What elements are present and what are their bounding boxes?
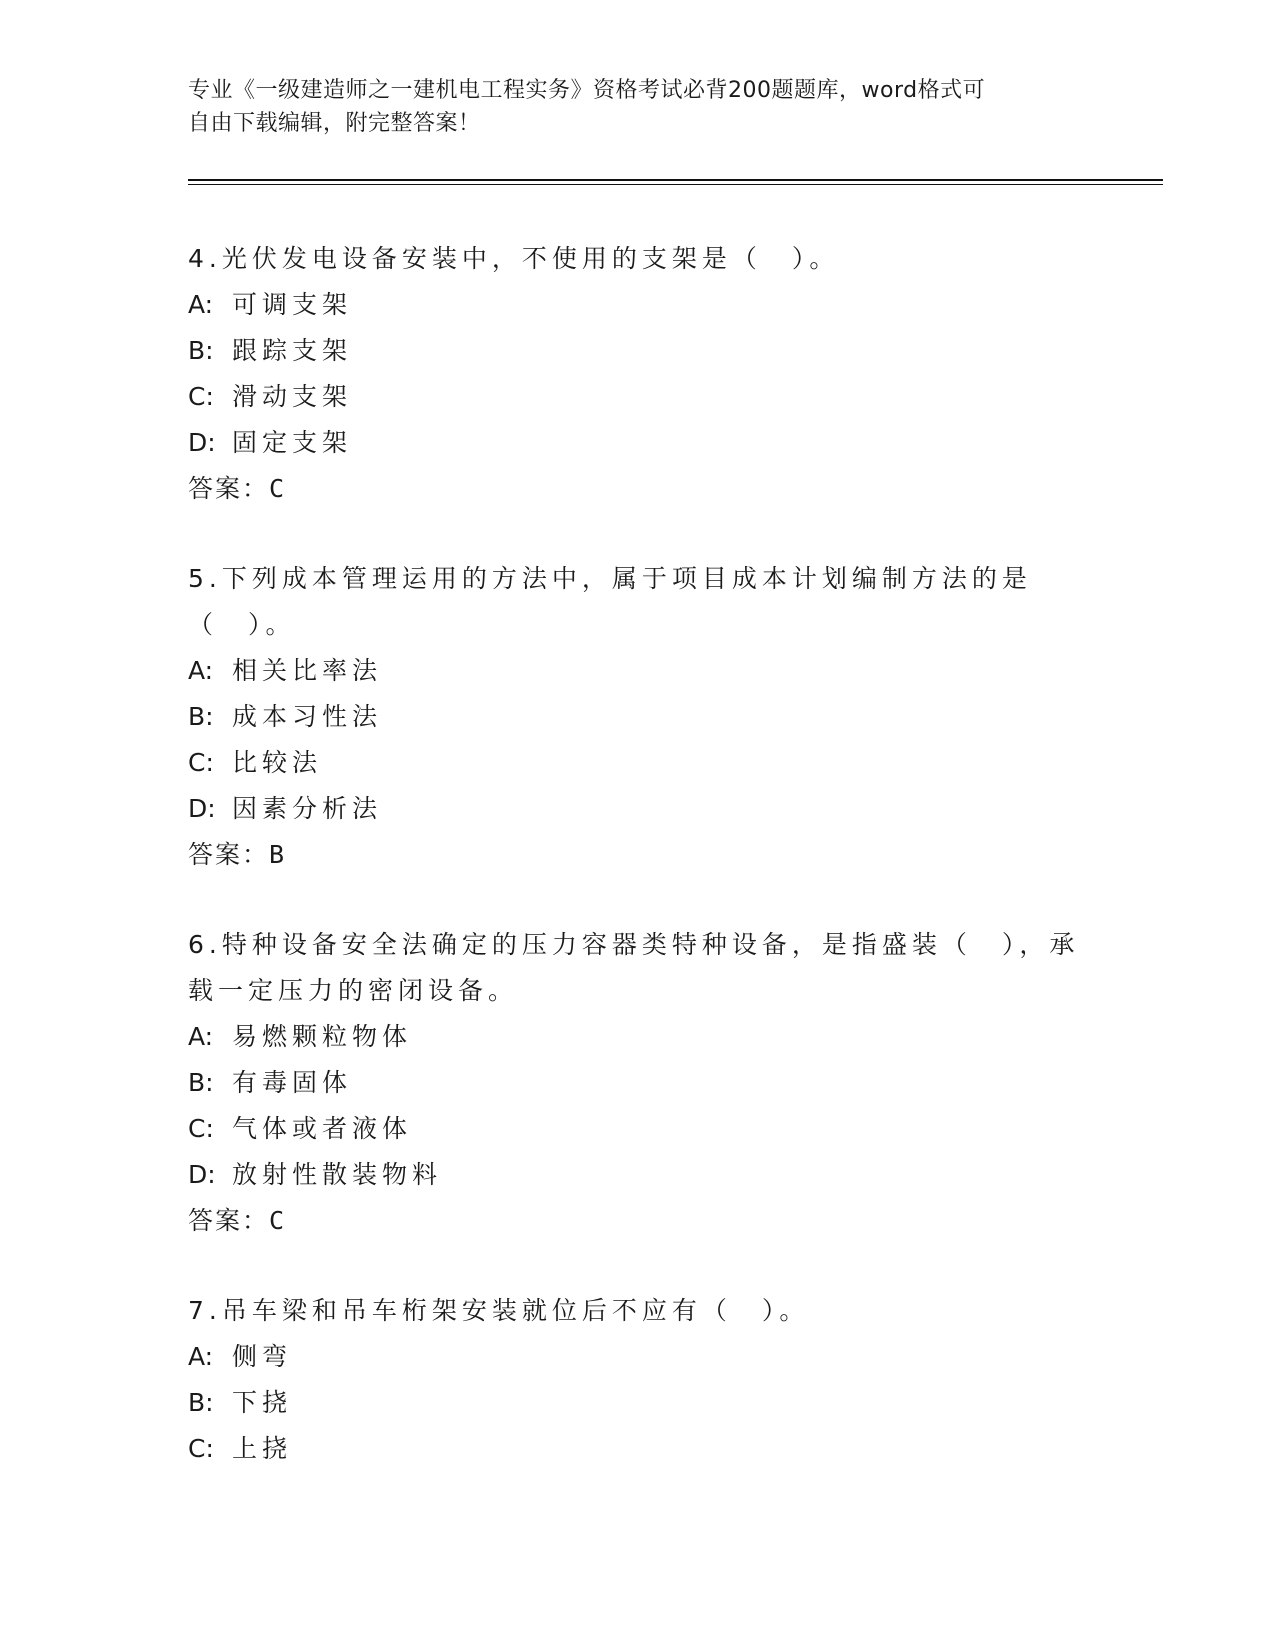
question-list (188, 236, 1088, 1516)
question-6 (188, 922, 1088, 1244)
option-letter: B: (188, 336, 214, 365)
option-letter: A: (188, 1342, 214, 1371)
option-c (188, 1426, 1088, 1472)
option-letter: B: (188, 1388, 214, 1417)
question-4 (188, 236, 1088, 512)
option-text: 易燃颗粒物体 (232, 1022, 413, 1051)
option-letter: D: (188, 1160, 216, 1189)
question-stem: 5.下列成本管理运用的方法中，属于项目成本计划编制方法的是（ ）。 (188, 564, 1032, 639)
option-a (188, 648, 1088, 694)
option-text: 固定支架 (232, 428, 353, 457)
answer-label: 答案： (188, 840, 270, 869)
question-stem: 7.吊车梁和吊车桁架安装就位后不应有（ ）。 (188, 1296, 810, 1325)
document-header (188, 74, 1068, 140)
header-rule-thick (188, 179, 1163, 181)
option-d (188, 786, 1088, 832)
option-text: 气体或者液体 (232, 1114, 413, 1143)
option-c (188, 374, 1088, 420)
option-b (188, 694, 1088, 740)
answer-value: C (269, 474, 285, 503)
answer-line (188, 832, 1088, 878)
option-b (188, 1380, 1088, 1426)
option-d (188, 1152, 1088, 1198)
option-letter: B: (188, 702, 214, 731)
question-stem: 4.光伏发电设备安装中，不使用的支架是（ ）。 (188, 244, 840, 273)
option-text: 有毒固体 (232, 1068, 353, 1097)
option-b (188, 328, 1088, 374)
option-letter: C: (188, 1434, 214, 1463)
answer-line (188, 1198, 1088, 1244)
option-text: 放射性散装物料 (232, 1160, 443, 1189)
option-text: 跟踪支架 (232, 336, 353, 365)
question-stem: 6.特种设备安全法确定的压力容器类特种设备，是指盛装（ ），承载一定压力的密闭设备。 (188, 930, 1080, 1005)
header-line-1: 专业《一级建造师之一建机电工程实务》资格考试必背200题题库，word格式可 (188, 78, 986, 103)
option-text: 下挠 (232, 1388, 293, 1417)
option-letter: D: (188, 794, 216, 823)
option-letter: B: (188, 1068, 214, 1097)
answer-line (188, 466, 1088, 512)
header-rule-thin (188, 184, 1163, 185)
option-d (188, 420, 1088, 466)
option-letter: C: (188, 382, 214, 411)
option-letter: A: (188, 656, 214, 685)
answer-label: 答案： (188, 1206, 270, 1235)
option-text: 侧弯 (232, 1342, 293, 1371)
option-text: 可调支架 (232, 290, 353, 319)
option-a (188, 1014, 1088, 1060)
option-letter: C: (188, 748, 214, 777)
question-5 (188, 556, 1088, 878)
option-b (188, 1060, 1088, 1106)
answer-value: C (269, 1206, 285, 1235)
option-letter: C: (188, 1114, 214, 1143)
option-letter: A: (188, 290, 214, 319)
option-a (188, 282, 1088, 328)
option-text: 比较法 (232, 748, 323, 777)
question-7 (188, 1288, 1088, 1472)
option-a (188, 1334, 1088, 1380)
option-letter: D: (188, 428, 216, 457)
option-c (188, 740, 1088, 786)
answer-label: 答案： (188, 474, 270, 503)
option-text: 相关比率法 (232, 656, 383, 685)
option-text: 滑动支架 (232, 382, 353, 411)
answer-value: B (269, 840, 285, 869)
header-line-2: 自由下载编辑，附完整答案！ (188, 111, 481, 136)
option-text: 成本习性法 (232, 702, 383, 731)
option-letter: A: (188, 1022, 214, 1051)
option-c (188, 1106, 1088, 1152)
option-text: 因素分析法 (232, 794, 383, 823)
option-text: 上挠 (232, 1434, 293, 1463)
